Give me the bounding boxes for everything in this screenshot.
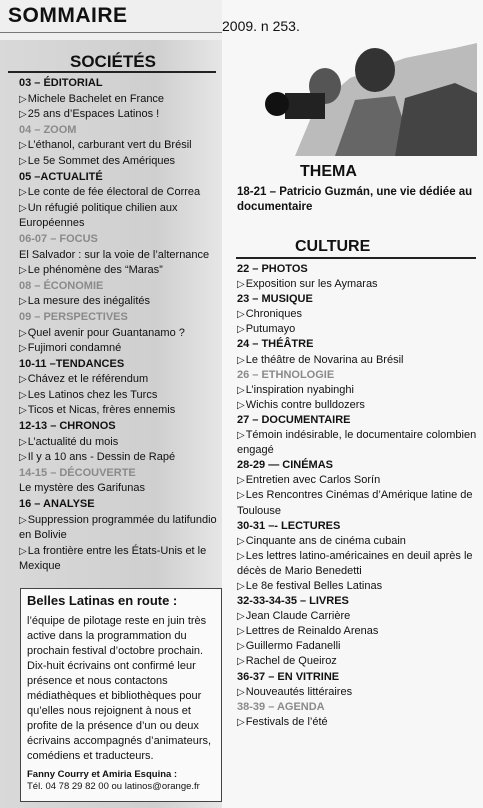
thema-heading: THEMA [300,163,357,180]
section-heading: 38-39 – AGENDA [237,700,325,713]
toc-item: ▷ Rachel de Queiroz [237,654,479,669]
toc-item: ▷ Suppression programmée du latifundio en Bolivie [19,513,219,544]
section-heading: 05 –ACTUALITÉ [19,170,103,183]
toc-item: ▷ Cinquante ans de cinéma cubain [237,534,479,549]
toc-item: ▷ Les Rencontres Cinémas d’Amérique latine de Toulouse [237,488,479,518]
thema-text: 18-21 – Patricio Guzmán, une vie dédiée au documentaire [237,186,473,213]
toc-item: ▷ Michele Bachelet en France [19,92,219,108]
section-heading: 26 – ETHNOLOGIE [237,368,335,381]
toc-item: ▷ 25 ans d’Espaces Latinos ! [19,107,219,123]
culture-divider [236,257,476,259]
toc-item: ▷ Le phénomène des “Maras” [19,263,219,279]
toc-item: ▷ Wichis contre bulldozers [237,398,479,413]
section-heading: 36-37 – EN VITRINE [237,670,340,683]
toc-item: ▷ Les lettres latino-américaines en deuil après le décès de Mario Benedetti [237,549,479,579]
toc-item: ▷ La frontière entre les États-Unis et le Mexique [19,544,219,575]
section-heading: 28-29 — CINÉMAS [237,459,333,472]
section-heading: 10-11 –TENDANCES [19,357,125,370]
toc-item: ▷ Témoin indésirable, le documentaire colombien engagé [237,428,479,458]
section-heading: 27 – DOCUMENTAIRE [237,413,351,426]
box-contact: Tél. 04 78 29 82 00 ou latinos@orange.fr [27,781,200,792]
issue-number: 2009. n 253. [222,18,300,34]
toc-item: ▷ Le 8e festival Belles Latinas [237,579,479,594]
toc-item: ▷ Chávez et le référendum [19,372,219,388]
cameraman-photo-icon [255,38,477,156]
toc-item: ▷ Lettres de Reinaldo Arenas [237,624,479,639]
toc-item: ▷ Fujimori condamné [19,341,219,357]
section-heading: 03 – ÉDITORIAL [19,77,103,89]
box-signature: Fanny Courry et Amiria Esquina : [27,769,178,780]
toc-item: ▷ Exposition sur les Aymaras [237,277,479,292]
societes-divider [8,71,216,73]
toc-item: ▷ Le théâtre de Novarina au Brésil [237,353,479,368]
toc-item: ▷ Putumayo [237,322,479,337]
toc-item: ▷ L’actualité du mois [19,435,219,451]
toc-item: ▷ Festivals de l’été [237,715,479,730]
belles-latinas-box [20,588,222,802]
toc-item: ▷ Ticos et Nicas, frères ennemis [19,403,219,419]
section-heading: 09 – PERSPECTIVES [19,310,128,323]
toc-item: ▷ La mesure des inégalités [19,294,219,310]
toc-item: ▷ Les Latinos chez les Turcs [19,388,219,404]
documentary-photo [255,38,477,156]
section-heading: 32-33-34-35 – LIVRES [237,595,349,608]
section-heading: 30-31 –- LECTURES [237,519,341,532]
box-body: l’équipe de pilotage reste en juin très active dans la programmation du prochain festival d’octobre prochain. Dix-huit écrivains ont confirmé leur présence et nous contactons médiathèques et bibliothèques pour qu’elles nous rejoignent à nous et profite de la présence d’un ou deux écrivains accompagnés d’animateurs, comédiens et traducteurs. [27,615,212,762]
section-heading: 08 – ÉCONOMIE [19,279,104,292]
toc-item: ▷ Quel avenir pour Guantanamo ? [19,326,219,342]
toc-item: ▷ Chroniques [237,307,479,322]
section-heading: 23 – MUSIQUE [237,293,313,306]
toc-item: ▷ Il y a 10 ans - Dessin de Rapé [19,450,219,466]
section-heading: 24 – THÉÂTRE [237,338,314,351]
toc-item: ▷ Guillermo Fadanelli [237,639,479,654]
toc-item: ▷ Jean Claude Carrière [237,609,479,624]
section-heading: 16 – ANALYSE [19,498,95,511]
box-title: Belles Latinas en route : [27,593,178,608]
toc-item: ▷ L’éthanol, carburant vert du Brésil [19,138,219,154]
page-title: SOMMAIRE [8,4,128,27]
section-heading: 04 – ZOOM [19,123,77,136]
toc-item: ▷ Entretien avec Carlos Sorín [237,473,479,488]
section-heading: 06-07 – FOCUS [19,232,98,245]
toc-item: ▷ Un réfugié politique chilien aux Européennes [19,201,219,232]
culture-list [237,262,479,730]
section-heading: 12-13 – CHRONOS [19,420,116,433]
toc-item: ▷ Nouveautés littéraires [237,685,479,700]
toc-item: ▷ L’inspiration nyabinghi [237,383,479,398]
section-heading: 22 – PHOTOS [237,263,308,275]
title-divider [0,32,222,33]
toc-item: ▷ Le 5e Sommet des Amériques [19,154,219,170]
toc-item: Le mystère des Garifunas [19,482,145,495]
societes-list [19,76,219,575]
culture-heading: CULTURE [295,238,371,255]
societes-heading: SOCIÉTÉS [70,52,156,71]
toc-item: El Salvador : sur la voie de l’alternance [19,248,210,261]
toc-item: ▷ Le conte de fée électoral de Correa [19,185,219,201]
box-signature-block [27,769,219,793]
section-heading: 14-15 – DÉCOUVERTE [19,466,136,479]
